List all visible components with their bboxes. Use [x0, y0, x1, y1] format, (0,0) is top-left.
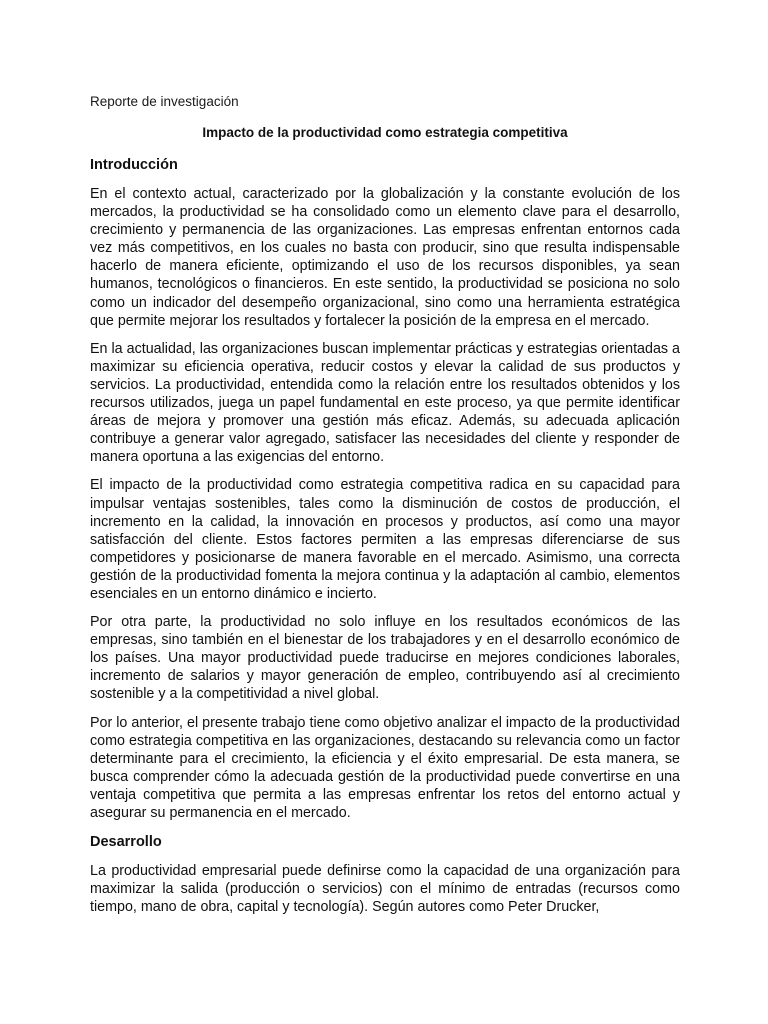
- development-paragraph-1: La productividad empresarial puede definirse como la capacidad de una organización para maximizar la salida (producción o servicios) con el mínimo de entradas (recursos como tiempo, mano de obra, capital y tecnología). Según autores como Peter Drucker,: [90, 863, 680, 916]
- development-heading: Desarrollo: [90, 834, 162, 851]
- intro-paragraph-4: Por otra parte, la productividad no solo influye en los resultados económicos de las empresas, sino también en el bienestar de los trabajadores y en el desarrollo económico de los países. Una mayor productividad puede traducirse en mejores condiciones laborales, incremento de salarios y mayor generación de empleo, contribuyendo así al crecimiento sostenible y a la competitividad a nivel global.: [90, 614, 680, 703]
- intro-paragraph-3: El impacto de la productividad como estrategia competitiva radica en su capacidad para impulsar ventajas sostenibles, tales como la disminución de costos de producción, el incremento en la calidad, la innovación en procesos y productos, así como una mayor satisfacción del cliente. Estos factores permiten a las empresas diferenciarse de sus competidores y posicionarse de manera favorable en el mercado. Asimismo, una correcta gestión de la productividad fomenta la mejora continua y la adaptación al cambio, elementos esenciales en un entorno dinámico e incierto.: [90, 477, 680, 602]
- intro-paragraph-1: En el contexto actual, caracterizado por la globalización y la constante evolución de los mercados, la productividad se ha consolidado como un elemento clave para el desarrollo, crecimiento y permanencia de las organizaciones. Las empresas enfrentan entornos cada vez más competitivos, en los cuales no basta con producir, sino que resulta indispensable hacerlo de manera eficiente, optimizando el uso de los recursos disponibles, ya sean humanos, tecnológicos o financieros. En este sentido, la productividad se posiciona no solo como un indicador del desempeño organizacional, sino como una herramienta estratégica que permite mejorar los resultados y fortalecer la posición de la empresa en el mercado.: [90, 186, 680, 329]
- intro-heading: Introducción: [90, 157, 178, 173]
- intro-paragraph-5: Por lo anterior, el presente trabajo tiene como objetivo analizar el impacto de la productividad como estrategia competitiva en las organizaciones, destacando su relevancia como un factor determinante para el crecimiento, la eficiencia y el éxito empresarial. De esta manera, se busca comprender cómo la adecuada gestión de la productividad puede convertirse en una ventaja competitiva que permita a las empresas enfrentar los retos del entorno actual y asegurar su permanencia en el mercado.: [90, 714, 680, 821]
- intro-paragraph-2: En la actualidad, las organizaciones buscan implementar prácticas y estrategias orientadas a maximizar su eficiencia operativa, reducir costos y elevar la calidad de sus productos y servicios. La productividad, entendida como la relación entre los resultados obtenidos y los recursos utilizados, juega un papel fundamental en este proceso, ya que permite identificar áreas de mejora y promover una gestión más eficaz. Además, su adecuada aplicación contribuye a generar valor agregado, satisfacer las necesidades del cliente y responder de manera oportuna a las exigencias del entorno.: [90, 340, 680, 466]
- document-page: [90, 93, 680, 926]
- document-label: Reporte de investigación: [90, 94, 239, 109]
- document-title: Impacto de la productividad como estrategia competitiva: [202, 125, 568, 140]
